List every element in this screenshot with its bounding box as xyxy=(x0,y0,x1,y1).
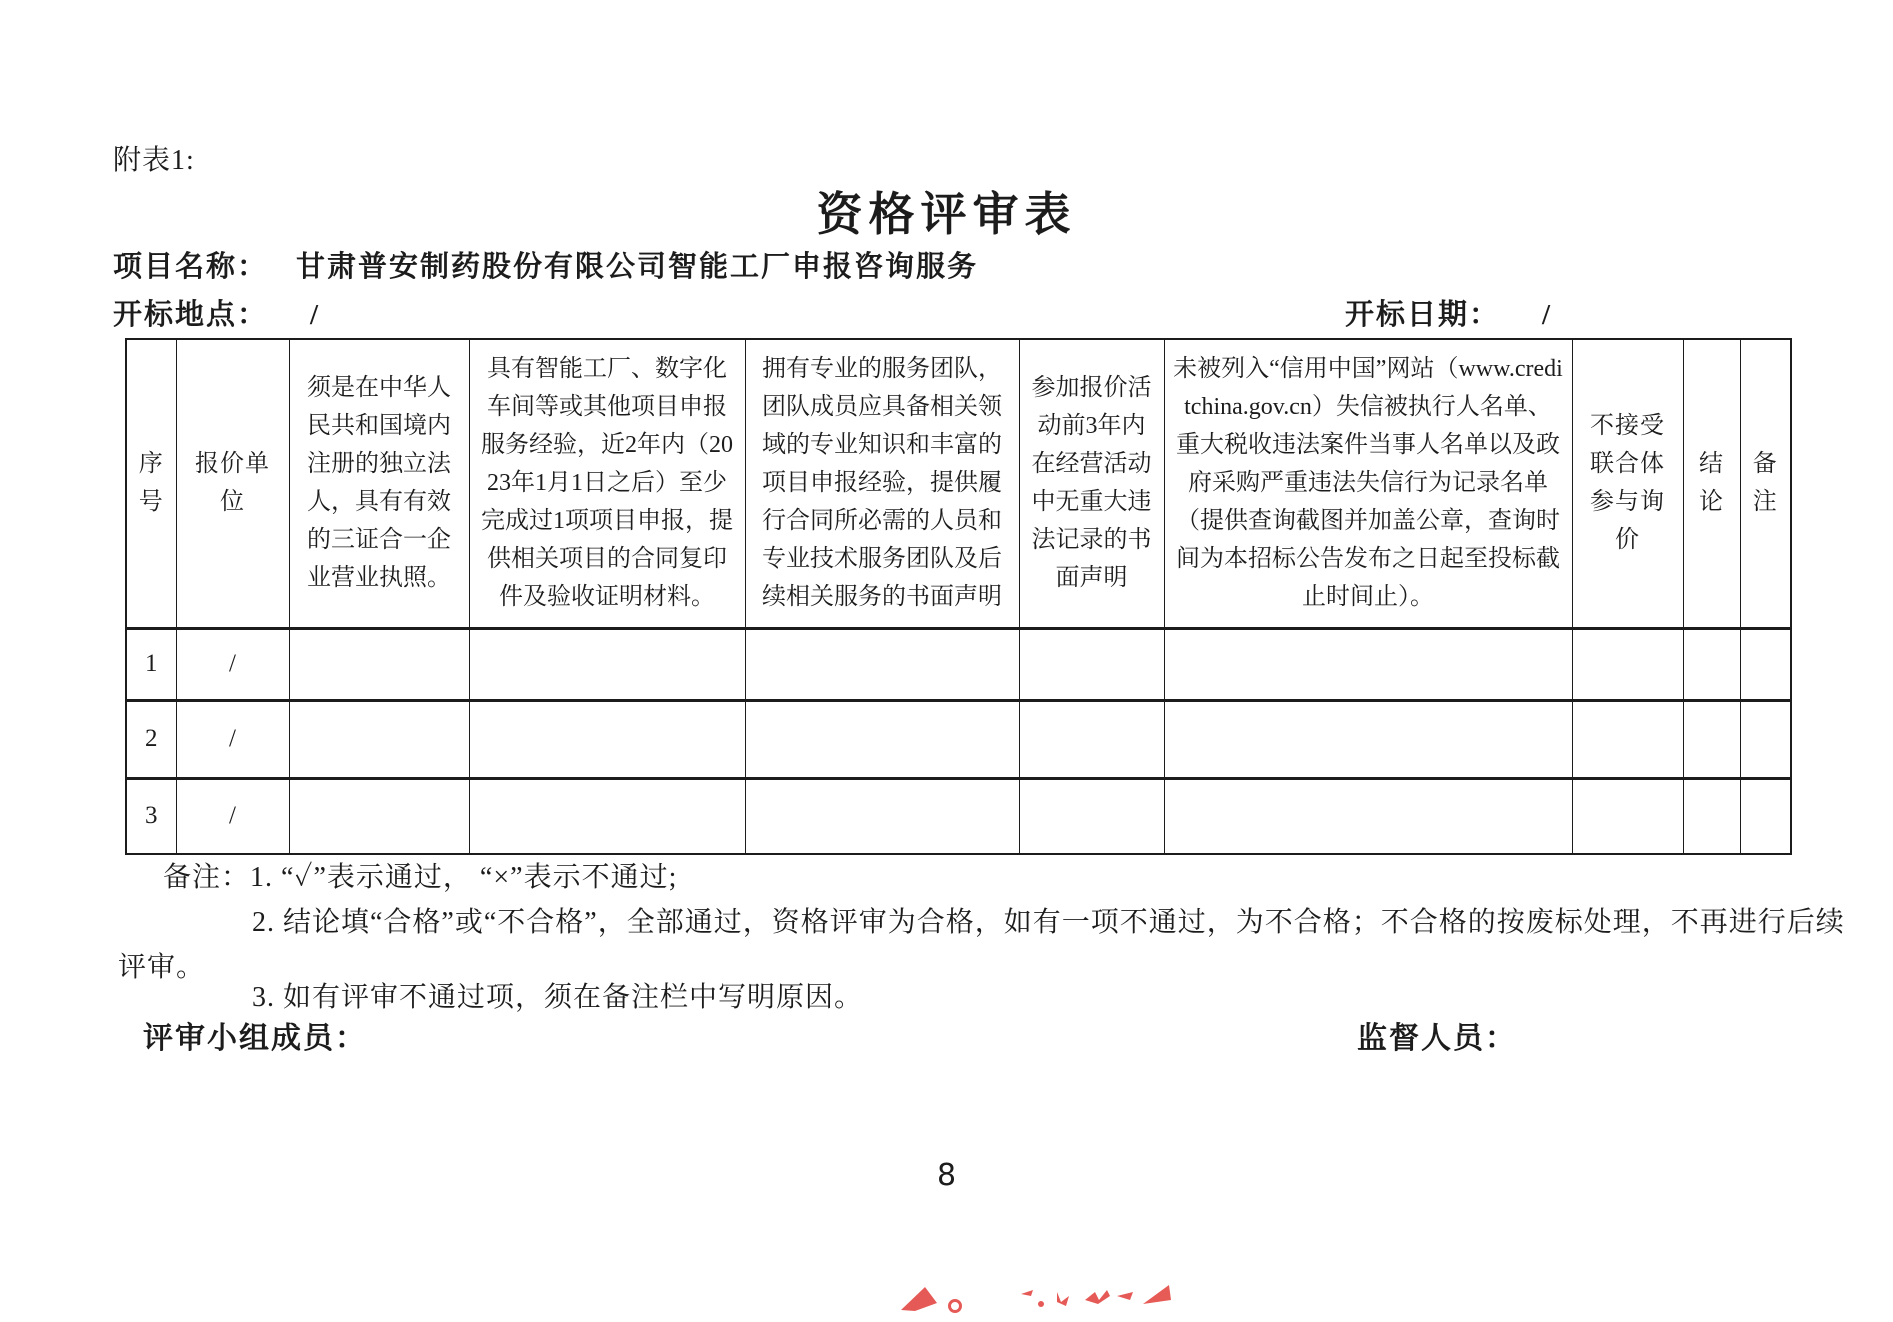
note-line-1: 备注：1. “✓”表示通过， “×”表示不通过; xyxy=(163,862,678,893)
note-line-2: 2. 结论填“合格”或“不合格”，全部通过，资格评审为合格，如有一项不通过，为不合格；不合格的按废标处理，不再进行后续 xyxy=(252,907,1845,938)
header-seq: 序号 xyxy=(126,339,176,628)
review-team-label: 评审小组成员： xyxy=(143,1022,367,1055)
table-cell xyxy=(1572,700,1683,778)
red-stamp-fragment-icon xyxy=(895,1280,1185,1322)
table-header-row xyxy=(126,339,1791,628)
header-remarks: 备注 xyxy=(1740,339,1791,628)
table-cell: 3 xyxy=(126,778,176,854)
table-row xyxy=(126,628,1791,700)
header-no-violation: 参加报价活动前3年内在经营活动中无重大违法记录的书面声明 xyxy=(1019,339,1164,628)
table-cell xyxy=(1740,778,1791,854)
header-no-consortium: 不接受联合体参与询价 xyxy=(1572,339,1683,628)
table-cell xyxy=(1740,628,1791,700)
bid-date-value: / xyxy=(1542,299,1553,331)
bid-location-value: / xyxy=(310,299,321,331)
table-cell xyxy=(1019,628,1164,700)
bid-location-label: 开标地点： xyxy=(113,299,269,331)
table-cell xyxy=(1683,700,1740,778)
project-name-value: 甘肃普安制药股份有限公司智能工厂申报咨询服务 xyxy=(296,251,979,283)
header-conclusion: 结论 xyxy=(1683,339,1740,628)
table-cell xyxy=(1164,628,1572,700)
table-cell xyxy=(745,700,1019,778)
table-cell: 1 xyxy=(126,628,176,700)
table-cell: 2 xyxy=(126,700,176,778)
header-credit-china: 未被列入“信用中国”网站（www.creditchina.gov.cn）失信被执行人名单、重大税收违法案件当事人名单以及政府采购严重违法失信行为记录名单（提供查询截图并加盖公章，查询时间为本招标公告发布之日起至投标截止时间止）。 xyxy=(1164,339,1572,628)
page-number: 8 xyxy=(936,1158,957,1193)
bid-date-line xyxy=(1345,292,1552,333)
project-name-label: 项目名称： xyxy=(113,251,269,283)
header-experience: 具有智能工厂、数字化车间等或其他项目申报服务经验，近2年内（2023年1月1日之后）至少完成过1项项目申报，提供相关项目的合同复印件及验收证明材料。 xyxy=(469,339,745,628)
table-cell xyxy=(469,778,745,854)
page-title: 资格评审表 xyxy=(816,189,1077,240)
note-line-3: 3. 如有评审不通过项，须在备注栏中写明原因。 xyxy=(252,982,864,1013)
table-cell xyxy=(1019,778,1164,854)
header-bidder: 报价单位 xyxy=(176,339,289,628)
bid-date-label: 开标日期： xyxy=(1345,299,1501,331)
bid-location-line xyxy=(113,292,320,333)
table-cell: / xyxy=(176,628,289,700)
table-cell xyxy=(1683,628,1740,700)
attachment-label: 附表1: xyxy=(113,145,195,176)
table-cell: / xyxy=(176,700,289,778)
table-cell xyxy=(1572,778,1683,854)
table-cell xyxy=(469,628,745,700)
table-cell xyxy=(1019,700,1164,778)
table-cell xyxy=(1683,778,1740,854)
table-row xyxy=(126,700,1791,778)
note-line-2-continuation: 评审。 xyxy=(118,952,206,983)
table-cell xyxy=(289,778,469,854)
header-legal-entity: 须是在中华人民共和国境内注册的独立法人，具有有效的三证合一企业营业执照。 xyxy=(289,339,469,628)
table-cell xyxy=(1740,700,1791,778)
table-cell xyxy=(1164,778,1572,854)
table-cell: / xyxy=(176,778,289,854)
table-cell xyxy=(289,700,469,778)
table-row xyxy=(126,778,1791,854)
table-cell xyxy=(1164,700,1572,778)
header-team: 拥有专业的服务团队，团队成员应具备相关领域的专业知识和丰富的项目申报经验，提供履行合同所必需的人员和专业技术服务团队及后续相关服务的书面声明 xyxy=(745,339,1019,628)
table-cell xyxy=(745,628,1019,700)
table-cell xyxy=(1572,628,1683,700)
table-cell xyxy=(289,628,469,700)
project-name-line xyxy=(113,244,978,285)
qualification-review-table xyxy=(125,338,1792,855)
table-cell xyxy=(469,700,745,778)
supervisor-label: 监督人员： xyxy=(1357,1022,1517,1055)
table-cell xyxy=(745,778,1019,854)
